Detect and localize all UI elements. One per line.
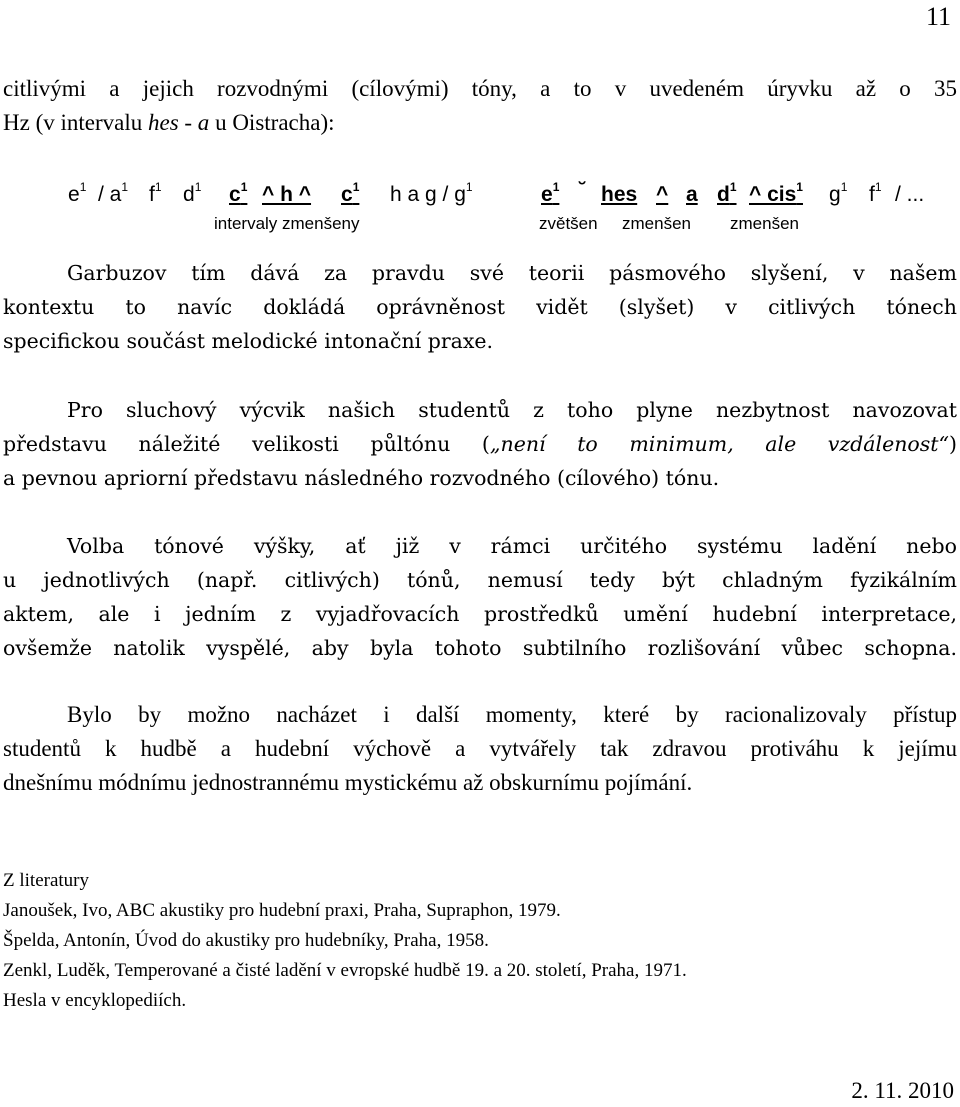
sup: 1 xyxy=(796,180,803,194)
sup: 1 xyxy=(840,180,848,194)
note-e2-bold xyxy=(541,180,560,207)
note-a-text: / a xyxy=(98,183,122,206)
note-c-text: c xyxy=(229,183,241,206)
para5-line2: studentů k hudbě a hudební výchově a vytvářely tak zdravou protiváhu k jejímu xyxy=(3,736,957,761)
paragraph-2 xyxy=(3,256,957,358)
note-e-text: e xyxy=(68,183,80,206)
sup: 1 xyxy=(154,180,162,194)
note-breve: ˘ xyxy=(579,179,586,202)
para2-line3: specifickou součást melodické intonační praxe. xyxy=(3,329,494,353)
para3-line3: a pevnou apriorní představu následného rozvodného (cílového) tónu. xyxy=(3,466,720,490)
sup: 1 xyxy=(465,180,473,194)
note-h-bold: ^ h ^ xyxy=(262,183,312,206)
note-f2-text: f xyxy=(869,183,875,206)
note-d2-bold xyxy=(717,180,737,207)
literature-heading: Z literatury xyxy=(3,870,89,891)
note-g xyxy=(829,180,848,207)
literature-item: Janoušek, Ivo, ABC akustiky pro hudební praxi, Praha, Supraphon, 1979. xyxy=(3,900,561,921)
literature-item: Hesla v encyklopediích. xyxy=(3,990,187,1011)
note-a2: a xyxy=(686,183,698,206)
paragraph-4 xyxy=(3,529,957,665)
note-d xyxy=(183,180,202,207)
para3-line2 xyxy=(3,427,957,461)
paragraph-1 xyxy=(3,72,957,140)
note-f xyxy=(149,180,162,207)
note-sequence xyxy=(0,177,960,237)
note-c2-bold xyxy=(341,180,360,207)
note-f2 xyxy=(869,180,882,207)
note-cis-bold xyxy=(749,180,803,207)
para1-line2-text: Hz (v intervalu xyxy=(3,110,148,135)
label-intervals: intervaly zmenšeny xyxy=(214,214,360,233)
literature-item: Zenkl, Luděk, Temperované a čisté ladění v evropské hudbě 19. a 20. století, Praha, 1971. xyxy=(3,960,687,981)
para2-line2: kontextu to navíc dokládá oprávněnost vidět (slyšet) v citlivých tónech xyxy=(3,295,957,319)
sup: 1 xyxy=(194,180,202,194)
paragraph-3 xyxy=(3,393,957,495)
para4-line4: ovšemže natolik vyspělé, aby byla tohoto subtilního rozlišování vůbec schopna. xyxy=(3,636,957,660)
sup: 1 xyxy=(121,180,129,194)
note-hes: hes xyxy=(601,183,638,206)
note-c2-text: c xyxy=(341,183,353,206)
para1-line1: citlivými a jejich rozvodnými (cílovými) tóny, a to v uvedeném úryvku až o 35 xyxy=(3,76,957,101)
sup: 1 xyxy=(552,180,560,194)
note-hag-text: h a g / g xyxy=(390,183,466,206)
paragraph-5 xyxy=(3,698,957,800)
para1-line2 xyxy=(3,106,957,140)
para5-line1: Bylo by možno nacházet i další momenty, které by racionalizovaly přístup xyxy=(67,702,957,727)
sup: 1 xyxy=(874,180,882,194)
para3-line2-end: ) xyxy=(948,432,957,456)
para4-line3: aktem, ale i jedním z vyjadřovacích prostředků umění hudební interpretace, xyxy=(3,602,957,626)
para4-line2: u jednotlivých (např. citlivých) tónů, nemusí tedy být chladným fyzikálním xyxy=(3,568,957,592)
note-hag xyxy=(390,180,473,207)
para4-line1: Volba tónové výšky, ať již v rámci určitého systému ladění nebo xyxy=(67,534,957,558)
para3-line2-text: představu náležité velikosti půltónu ( xyxy=(3,432,490,456)
label-zmensen-2: zmenšen xyxy=(730,214,799,233)
note-g-text: g xyxy=(829,183,841,206)
note-cis-text: ^ cis xyxy=(749,183,797,206)
note-c-bold xyxy=(229,180,248,207)
label-zvetsen: zvětšen xyxy=(539,214,598,233)
sup: 1 xyxy=(729,180,737,194)
note-a xyxy=(98,180,129,207)
literature-section xyxy=(3,866,687,1016)
page-number: 11 xyxy=(926,2,952,31)
note-e xyxy=(68,180,87,207)
para5-line3: dnešnímu módnímu jednostrannému mystickému až obskurnímu pojímání. xyxy=(3,770,693,795)
para1-interval: hes - a xyxy=(147,110,210,135)
para2-line1: Garbuzov tím dává za pravdu své teorii pásmového slyšení, v našem xyxy=(67,261,957,285)
note-caret: ^ xyxy=(656,183,669,206)
sup: 1 xyxy=(79,180,87,194)
note-e2-text: e xyxy=(541,183,553,206)
para3-line1: Pro sluchový výcvik našich studentů z toho plyne nezbytnost navozovat xyxy=(67,398,957,422)
para1-line2-end: u Oistracha): xyxy=(209,110,335,135)
label-zmensen-1: zmenšen xyxy=(622,214,691,233)
note-d-text: d xyxy=(183,183,195,206)
sup: 1 xyxy=(240,180,248,194)
sup: 1 xyxy=(352,180,360,194)
date: 2. 11. 2010 xyxy=(851,1078,954,1103)
para3-quote: „není to minimum, ale vzdálenost“ xyxy=(489,432,949,456)
note-ellipsis: / ... xyxy=(895,183,925,206)
note-d2-text: d xyxy=(717,183,730,206)
literature-item: Špelda, Antonín, Úvod do akustiky pro hudebníky, Praha, 1958. xyxy=(3,930,489,951)
note-f-text: f xyxy=(149,183,155,206)
